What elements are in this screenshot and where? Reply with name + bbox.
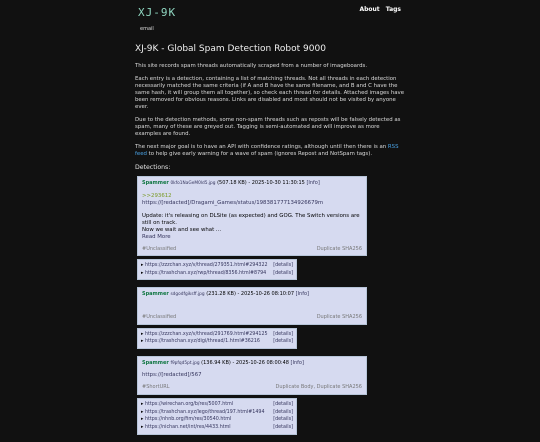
thread-link[interactable]: https://wirechan.org/b/res/5007.html <box>144 401 234 407</box>
rss-feed-link[interactable]: RSS feed <box>135 143 399 157</box>
thread-link-row: ▸ https://zzzchan.xyz/v/thread/279351.html#294322 [details] <box>141 263 293 269</box>
info-link[interactable]: [Info] <box>306 179 320 186</box>
thread-link[interactable]: https://trashchan.xyz/lego/thread/197.html#1494 <box>144 409 265 415</box>
site-logo[interactable]: XJ-9K <box>138 6 177 19</box>
post-date: - 2025-10-26 08:10:07 <box>237 291 295 298</box>
post-body <box>142 193 362 241</box>
post-tag: #Unclassified <box>142 245 177 252</box>
poster-name: Spammer <box>142 291 169 298</box>
post-date: - 2025-10-30 11:30:15 <box>248 179 305 186</box>
post-filename: sdgodfgiksff.jpg <box>170 292 205 298</box>
thread-link-row: ▸ https://trashchan.xyz/rwp/thread/8356.html#8794 [details] <box>141 270 293 276</box>
main-content <box>135 44 405 442</box>
intro-paragraph-2: Each entry is a detection, containing a list of matching threads. Not all threads in each detection necessarily matched the same criteria (if A and B have the same filename, and B and C have the same hash, it will group them all together), so check each thread for details. Attached images have been removed for obvious reasons. Links are disabled and most should not be visited by anyone ever. <box>135 75 405 110</box>
thread-link-row: ▸ https://wirechan.org/b/res/5007.html [details] <box>141 401 293 407</box>
detection-reason: Duplicate Body, Duplicate SHA256 <box>275 384 362 391</box>
thread-link[interactable]: https://nichan.net/int/res/4433.html <box>144 424 231 430</box>
post-tag: #Unclassified <box>142 314 177 321</box>
details-link[interactable]: [details] <box>273 339 293 345</box>
post-meta <box>142 291 362 298</box>
details-link[interactable]: [details] <box>273 401 293 407</box>
details-link[interactable]: [details] <box>273 331 293 337</box>
details-link[interactable]: [details] <box>273 409 293 415</box>
detection-reason: Duplicate SHA256 <box>316 245 362 252</box>
detection-post <box>137 356 367 395</box>
post-text-2: Now we wait and see what ... <box>142 226 222 233</box>
post-footer <box>142 246 362 253</box>
details-link[interactable]: [details] <box>273 263 293 269</box>
thread-link[interactable]: https://zzzchan.xyz/v/thread/291769.html#294125 <box>144 331 268 337</box>
thread-links <box>137 398 297 435</box>
thread-link-row: ▸ https://trashchan.xyz/lego/thread/197.html#1494 [details] <box>141 409 293 415</box>
poster-name: Spammer <box>142 359 169 366</box>
post-date: - 2025-10-26 08:00:48 <box>232 359 289 366</box>
email-link[interactable]: email <box>140 26 154 32</box>
post-footer <box>142 314 362 321</box>
thread-link[interactable]: https://trashchan.xyz/rwp/thread/8356.html#8794 <box>144 270 267 276</box>
detection-reason: Duplicate SHA256 <box>316 314 362 321</box>
post-text: Update: it's releasing on DLSite (as expected) and GOG. The Switch versions are still on track. <box>142 212 360 226</box>
intro-paragraph-3: Due to the detection methods, some non-spam threads such as reposts will be falsely detected as spam, many of these are greyed out. Tagging is semi-automated and will improve as more examples are found. <box>135 116 401 137</box>
nav-tags[interactable]: Tags <box>385 6 401 13</box>
post-url[interactable]: https://[redacted]/Dragami_Games/status/198381777134926679m <box>142 199 324 206</box>
post-size: (507.18 KB) <box>217 179 247 186</box>
post-filename: 0kfo1NaGeM0ld5.jpg <box>170 180 216 186</box>
thread-link[interactable]: https://nhnb.org/fim/res/30540.html <box>144 417 232 423</box>
thread-link-row: ▸ https://zzzchan.xyz/v/thread/291769.html#294125 [details] <box>141 331 293 337</box>
read-more-link[interactable]: Read More <box>142 233 171 240</box>
thread-link-row: ▸ https://nichan.net/int/res/4433.html [details] <box>141 424 293 430</box>
thread-link-row: ▸ https://trashchan.xyz/digi/thread/1.html#36216 [details] <box>141 339 293 345</box>
thread-links <box>137 259 297 280</box>
nav-about[interactable]: About <box>359 6 380 13</box>
detection-post <box>137 176 367 256</box>
post-tag: #ShortURL <box>142 384 170 391</box>
post-meta <box>142 180 362 187</box>
thread-link[interactable]: https://zzzchan.xyz/v/thread/279351.html#294322 <box>144 263 268 269</box>
post-size: (231.28 KB) <box>206 291 236 298</box>
site-header <box>0 0 540 40</box>
thread-links <box>137 328 297 349</box>
info-link[interactable]: [Info] <box>290 359 304 366</box>
thread-link-row: ▸ https://nhnb.org/fim/res/30540.html [details] <box>141 417 293 423</box>
page-title: XJ-9K - Global Spam Detection Robot 9000 <box>135 44 326 54</box>
post-url[interactable]: https://[redacted]/567 <box>142 372 202 379</box>
intro-paragraph-1: This site records spam threads automatically scraped from a number of imageboards. <box>135 62 368 69</box>
quote-link[interactable]: >>293612 <box>142 192 172 199</box>
post-footer <box>142 384 362 391</box>
intro-paragraph-4: The next major goal is to have an API with confidence ratings, although until then there is an RSS feed to help give early warning for a wave of spam (ignores Repost and NotSpam tags). <box>135 143 399 157</box>
info-link[interactable]: [Info] <box>295 291 309 298</box>
details-link[interactable]: [details] <box>273 270 293 276</box>
detections-heading: Detections: <box>135 163 171 171</box>
thread-link[interactable]: https://trashchan.xyz/digi/thread/1.html#36216 <box>144 339 260 345</box>
details-link[interactable]: [details] <box>273 417 293 423</box>
top-nav <box>355 6 401 14</box>
post-size: (136.94 KB) <box>201 359 231 366</box>
post-filename: f9pfqd5pt.jpg <box>170 360 200 366</box>
post-body <box>142 372 362 379</box>
post-meta <box>142 360 362 367</box>
poster-name: Spammer <box>142 179 169 186</box>
details-link[interactable]: [details] <box>273 424 293 430</box>
detection-post <box>137 287 367 324</box>
